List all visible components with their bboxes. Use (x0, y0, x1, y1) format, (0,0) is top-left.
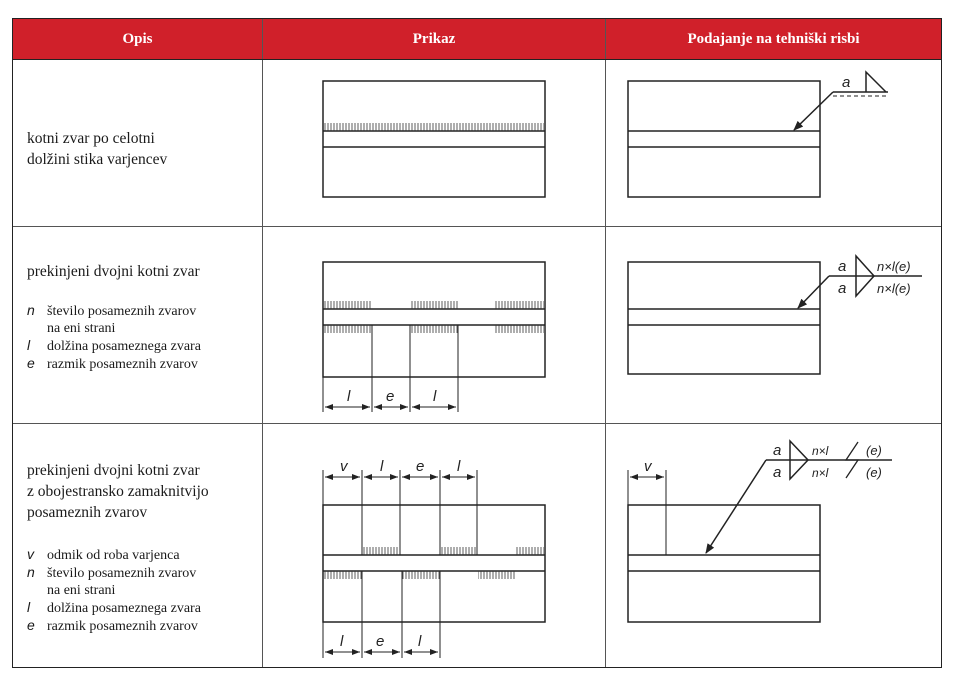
row-divider (13, 226, 941, 227)
weld-size-a: a (838, 280, 847, 297)
legend-text: na eni strani (47, 321, 116, 336)
legend-text: število posameznih zvarov (47, 304, 197, 319)
row3-title-line: z obojestransko zamaknitvijo (27, 483, 209, 500)
dim-label: e (416, 458, 425, 475)
weld-spacing-spec: (e) (866, 443, 882, 458)
row1-description (27, 128, 167, 170)
legend-symbol: v (27, 546, 34, 562)
row3-description (27, 460, 209, 523)
col-divider (262, 19, 263, 667)
dim-label: l (347, 388, 351, 405)
legend-symbol: l (27, 337, 31, 353)
weld-size-a: a (773, 464, 782, 481)
dim-label: l (380, 458, 384, 475)
weld-length-spec: n×l(e) (877, 281, 911, 296)
header-prikaz: Prikaz (263, 19, 605, 59)
dim-label: l (418, 633, 422, 650)
weld-symbols-table (12, 18, 942, 668)
header-podajanje: Podajanje na tehniški risbi (606, 19, 941, 59)
legend-symbol: n (27, 302, 35, 318)
dim-label: e (386, 388, 395, 405)
row1-title-line: kotni zvar po celotni (27, 130, 155, 147)
weld-size-a: a (838, 258, 847, 275)
legend-text: razmik posameznih zvarov (47, 619, 198, 634)
weld-size-a: a (842, 74, 851, 91)
row3-legend (27, 546, 201, 635)
dim-label: l (433, 388, 437, 405)
legend-text: dolžina posameznega zvara (47, 339, 201, 354)
legend-text: na eni strani (47, 583, 116, 598)
weld-length-spec: n×l (812, 466, 829, 480)
row2-title: prekinjeni dvojni kotni zvar (27, 263, 200, 280)
legend-text: razmik posameznih zvarov (47, 357, 198, 372)
dim-label: v (644, 458, 652, 475)
weld-spacing-spec: (e) (866, 465, 882, 480)
row3-title-line: prekinjeni dvojni kotni zvar (27, 462, 200, 479)
dim-label: l (340, 633, 344, 650)
weld-length-spec: n×l (812, 444, 829, 458)
row-divider (13, 59, 941, 60)
legend-text: odmik od roba varjenca (47, 548, 180, 563)
legend-text: število posameznih zvarov (47, 566, 197, 581)
legend-text: dolžina posameznega zvara (47, 601, 201, 616)
legend-symbol: e (27, 355, 35, 371)
legend-symbol: l (27, 599, 31, 615)
row-divider (13, 423, 941, 424)
row1-title-line: dolžini stika varjencev (27, 151, 168, 168)
legend-symbol: n (27, 564, 35, 580)
dim-label: e (376, 633, 385, 650)
legend-symbol: e (27, 617, 35, 633)
dim-label: l (457, 458, 461, 475)
dim-label: v (340, 458, 348, 475)
weld-size-a: a (773, 442, 782, 459)
row3-title-line: posameznih zvarov (27, 504, 148, 521)
col-divider (605, 19, 606, 667)
row2-legend (27, 302, 201, 373)
header-opis: Opis (13, 19, 262, 59)
weld-length-spec: n×l(e) (877, 259, 911, 274)
